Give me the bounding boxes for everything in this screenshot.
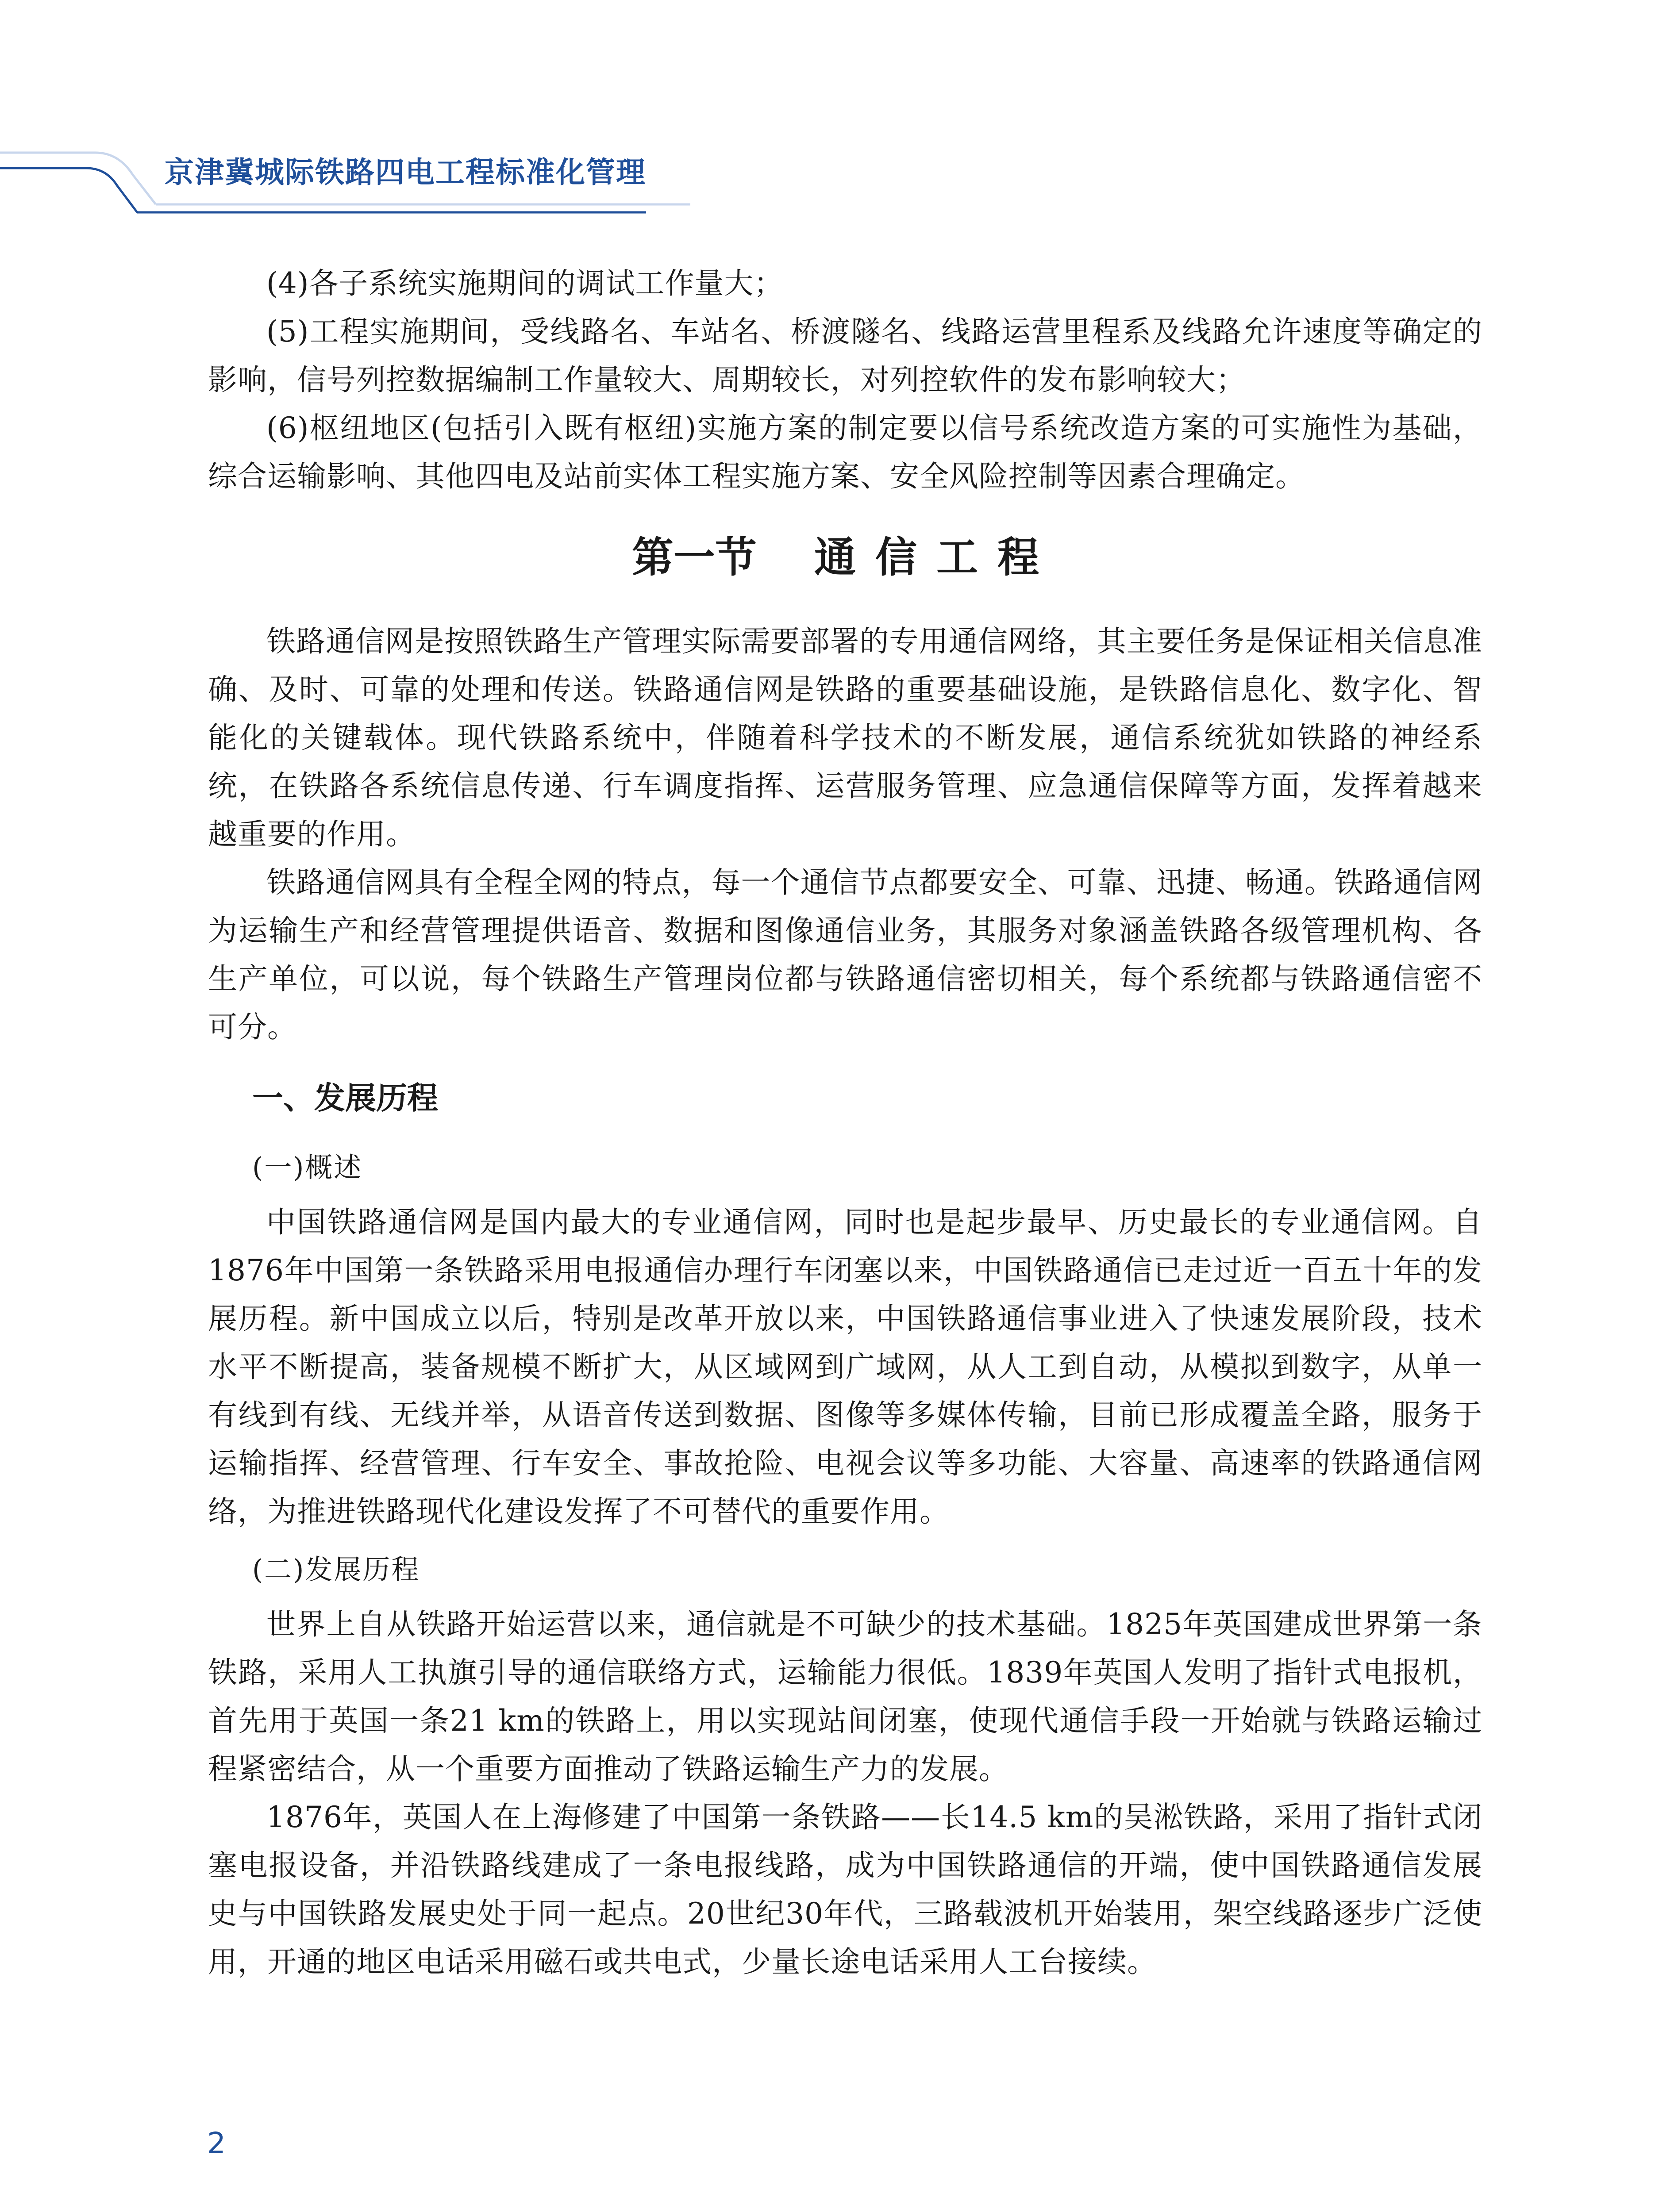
paragraph: 铁路通信网是按照铁路生产管理实际需要部署的专用通信网络，其主要任务是保证相关信息准确、及时、可靠的处理和传送。铁路通信网是铁路的重要基础设施，是铁路信息化、数字化、智能化的关键载体。现代铁路系统中，伴随着科学技术的不断发展，通信系统犹如铁路的神经系统，在铁路各系统信息传递、行车调度指挥、运营服务管理、应急通信保障等方面，发挥着越来越重要的作用。	[208, 624, 1482, 851]
page-number: 2	[207, 2126, 226, 2160]
page-body	[208, 259, 1482, 1986]
subsection-heading: 一、发展历程	[252, 1080, 438, 1116]
part-heading: (二)发展历程	[252, 1553, 420, 1586]
paragraph: 中国铁路通信网是国内最大的专业通信网，同时也是起步最早、历史最长的专业通信网。自1876年中国第一条铁路采用电报通信办理行车闭塞以来，中国铁路通信已走过近一百五十年的发展历程。新中国成立以后，特别是改革开放以来，中国铁路通信事业进入了快速发展阶段，技术水平不断提高，装备规模不断扩大，从区域网到广域网，从人工到自动，从模拟到数字，从单一有线到有线、无线并举，从语音传送到数据、图像等多媒体传输，目前已形成覆盖全路，服务于运输指挥、经营管理、行车安全、事故抢险、电视会议等多功能、大容量、高速率的铁路通信网络，为推进铁路现代化建设发挥了不可替代的重要作用。	[208, 1205, 1482, 1528]
list-item: (4)各子系统实施期间的调试工作量大；	[266, 266, 784, 300]
header-decoration	[0, 0, 1655, 230]
list-item: (5)工程实施期间，受线路名、车站名、桥渡隧名、线路运营里程系及线路允许速度等确定的影响，信号列控数据编制工作量较大、周期较长，对列控软件的发布影响较大；	[208, 315, 1482, 397]
section-name: 通信工程	[814, 533, 1059, 582]
part-heading: (一)概述	[252, 1151, 363, 1183]
section-number: 第一节	[631, 533, 757, 582]
running-header: 京津冀城际铁路四电工程标准化管理	[165, 155, 646, 189]
section-title	[208, 524, 1482, 591]
paragraph: 铁路通信网具有全程全网的特点，每一个通信节点都要安全、可靠、迅捷、畅通。铁路通信网为运输生产和经营管理提供语音、数据和图像通信业务，其服务对象涵盖铁路各级管理机构、各生产单位，可以说，每个铁路生产管理岗位都与铁路通信密切相关，每个系统都与铁路通信密不可分。	[208, 865, 1482, 1044]
paragraph: 1876年，英国人在上海修建了中国第一条铁路——长14.5 km的吴淞铁路，采用了指针式闭塞电报设备，并沿铁路线建成了一条电报线路，成为中国铁路通信的开端，使中国铁路通信发展史与中国铁路发展史处于同一起点。20世纪30年代，三路载波机开始装用，架空线路逐步广泛使用，开通的地区电话采用磁石或共电式，少量长途电话采用人工台接续。	[208, 1800, 1482, 1979]
list-item: (6)枢纽地区(包括引入既有枢纽)实施方案的制定要以信号系统改造方案的可实施性为基础，综合运输影响、其他四电及站前实体工程实施方案、安全风险控制等因素合理确定。	[208, 411, 1482, 493]
paragraph: 世界上自从铁路开始运营以来，通信就是不可缺少的技术基础。1825年英国建成世界第一条铁路，采用人工执旗引导的通信联络方式，运输能力很低。1839年英国人发明了指针式电报机，首先用于英国一条21 km的铁路上，用以实现站间闭塞，使现代通信手段一开始就与铁路运输过程紧密结合，从一个重要方面推动了铁路运输生产力的发展。	[208, 1607, 1482, 1786]
